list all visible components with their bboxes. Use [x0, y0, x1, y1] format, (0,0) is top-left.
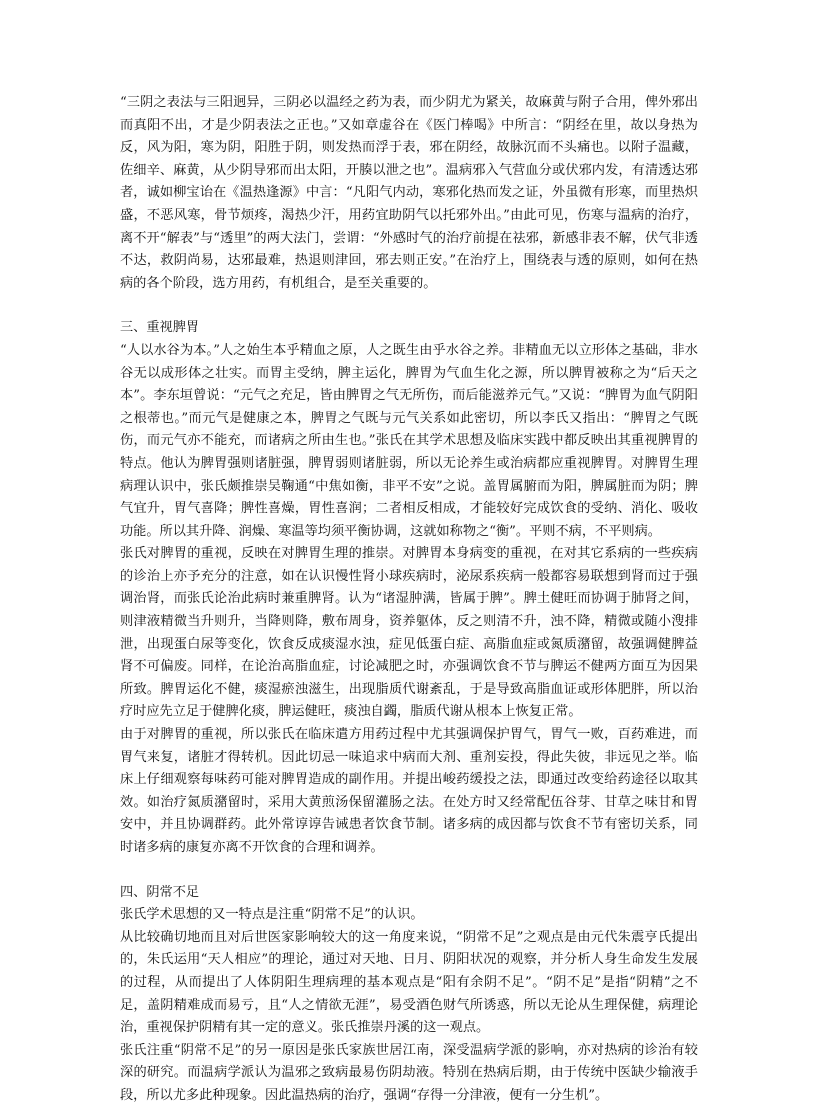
section-heading-yin-deficiency: 四、阴常不足	[120, 884, 200, 900]
yin-paragraph-1: 张氏学术思想的又一特点是注重“阴常不足”的认识。	[120, 907, 424, 923]
spleen-paragraph-2: 张氏对脾胃的重视，反映在对脾胃生理的推崇。对脾胃本身病变的重视，在对其它系病的一些疾病的诊治上亦予充分的注意，如在认识慢性肾小球疾病时，泌尿系疾病一般都容易联想到肾而过于强调治肾，而张氏论治此病时兼重脾肾。认为“诸湿肿满，皆属于脾”。脾土健旺而协调于肺肾之间，则津液精微当升则升，当降则降，敷布周身，资养躯体，反之则清不升，浊不降，精微或随小溲排泄，出现蛋白尿等变化，饮食反成痰湿水浊，症见低蛋白症、高脂血症或氮质潴留，故强调健脾益肾不可偏废。同样，在论治高脂血症，讨论减肥之时，亦强调饮食不节与脾运不健两方面互为因果所致。脾胃运化不健，痰湿瘀浊滋生，出现脂质代谢紊乱，于是导致高脂血证或形体肥胖，所以治疗时应先立足于健脾化痰，脾运健旺，痰浊自蠲，脂质代谢从根本上恢复正常。	[120, 546, 698, 720]
yin-paragraph-3: 张氏注重“阴常不足”的另一原因是张氏家族世居江南，深受温病学派的影响，亦对热病的诊治有较深的研究。而温病学派认为温邪之致病最易伤阴劫液。特别在热病后期，由于传统中医缺少输液手段，所以尤多此种现象。因此温热病的治疗，强调“存得一分津液，便有一分生机”。	[120, 1042, 698, 1103]
yin-paragraph-2: 从比较确切地而且对后世医家影响较大的这一角度来说，“阴常不足”之观点是由元代朱震亨氏提出的，朱氏运用“天人相应”的理论，通过对天地、日月、阴阳状况的观察，并分析人身生命发生发展的过程，从而提出了人体阴阳生理病理的基本观点是“阳有余阴不足”。“阴不足”是指“阴精”之不足，盖阴精难成而易亏，且“人之情欲无涯”，易受酒色财气所诱惑，所以无论从生理保健，病理论治，重视保护阴精有其一定的意义。张氏推崇丹溪的这一观点。	[120, 929, 698, 1036]
section-gap	[120, 860, 698, 882]
spleen-paragraph-3: 由于对脾胃的重视，所以张氏在临床遣方用药过程中尤其强调保护胃气，胃气一败，百药难进，而胃气来复，诸脏才得转机。因此切忌一味追求中病而大剂、重剂妄投，得此失彼，非远见之举。临床上仔细观察每味药可能对脾胃造成的副作用。并提出峻药缓投之法，即通过改变给药途径以取其效。如治疗氮质潴留时，采用大黄煎汤保留灌肠之法。在处方时又经常配伍谷芽、甘草之味甘和胃安中，并且协调群药。此外常谆谆告诫患者饮食节制。诸多病的成因都与饮食不节有密切关系，同时诸多病的康复亦离不开饮食的合理和调养。	[120, 727, 698, 855]
intro-paragraph: “三阴之表法与三阳迥异，三阴必以温经之药为表，而少阴尤为紧关，故麻黄与附子合用，俾外邪出而真阳不出，才是少阴表法之正也。”又如章虚谷在《医门棒喝》中所言：“阴经在里，故以身热为反，风为阳，寒为阴，阳胜于阴，则发热而浮于表，邪在阴经，故脉沉而不头痛也。以附子温藏，佐细辛、麻黄，从少阴导邪而出太阳，开腠以泄之也”。温病邪入气营血分或伏邪内发，有清透达邪者，诚如柳宝诒在《温热逢源》中言：“凡阳气内动，寒邪化热而发之证，外虽微有形寒，而里热炽盛，不恶风寒，骨节烦疼，渴热少汗，用药宜助阴气以托邪外出。”由此可见，伤寒与温病的治疗，离不开“解表”与“透里”的两大法门，尝谓：“外感时气的治疗前提在祛邪，新感非表不解，伏气非透不达，救阴尚易，达邪最难，热退则津回，邪去则正安。”在治疗上，围绕表与透的原则，如何在热病的各个阶段，选方用药，有机组合，是至关重要的。	[120, 95, 698, 291]
spleen-paragraph-1: “人以水谷为本。”人之始生本乎精血之原，人之既生由乎水谷之养。非精血无以立形体之基础，非水谷无以成形体之壮实。而胃主受纳，脾主运化，脾胃为气血生化之源，所以脾胃被称之为“后天之本”。李东垣曾说：“元气之充足，皆由脾胃之气无所伤，而后能滋养元气。”又说：“脾胃为血气阴阳之根蒂也。”而元气是健康之本，脾胃之气既与元气关系如此密切，所以李氏又指出：“脾胃之气既伤，而元气亦不能充，而诸病之所由生也。”张氏在其学术思想及临床实践中都反映出其重视脾胃的特点。他认为脾胃强则诸脏强，脾胃弱则诸脏弱，所以无论养生或治病都应重视脾胃。对脾胃生理病理认识中，张氏颇推崇吴鞠通“中焦如衡，非平不安”之说。盖胃属腑而为阳，脾属脏而为阴；脾气宜升，胃气喜降；脾性喜燥，胃性喜润；二者相反相成，才能较好完成饮食的受纳、消化、吸收功能。所以其升降、润燥、寒温等均须平衡协调，这就如称物之“衡”。平则不病，不平则病。	[120, 342, 698, 539]
document-page	[120, 92, 698, 1108]
section-heading-spleen-stomach: 三、重视脾胃	[120, 320, 200, 336]
section-gap	[120, 295, 698, 317]
